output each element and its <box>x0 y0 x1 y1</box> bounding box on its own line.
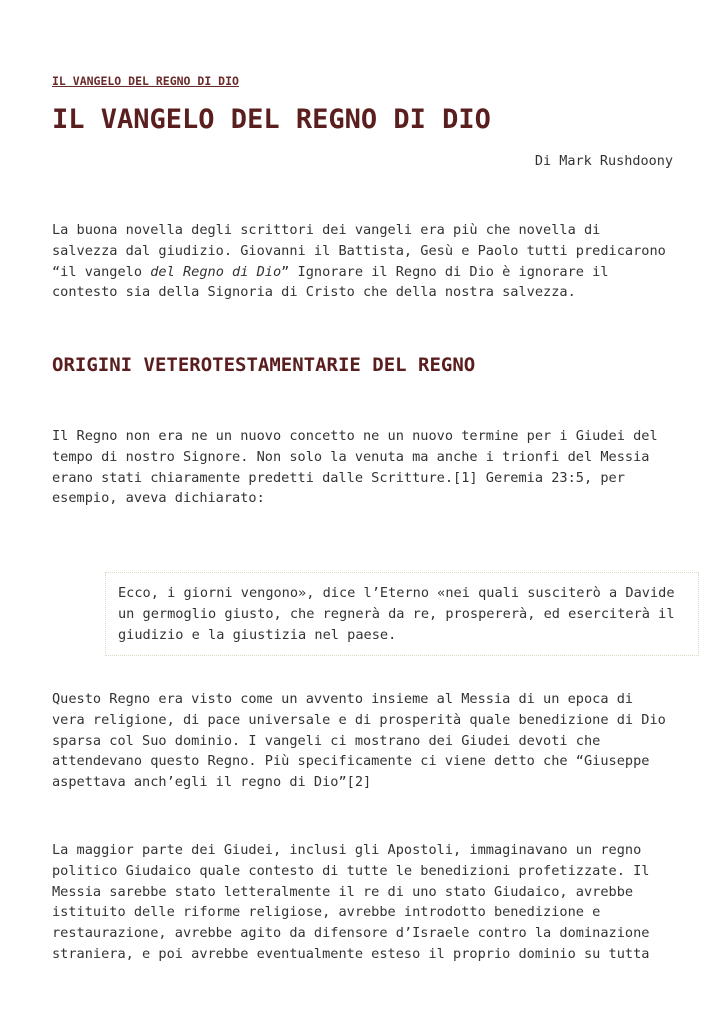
intro-line-part: “il vangelo <box>52 263 151 280</box>
breadcrumb-link[interactable]: IL VANGELO DEL REGNO DI DIO <box>52 74 239 88</box>
page-title: IL VANGELO DEL REGNO DI DIO <box>52 104 491 135</box>
intro-line: La buona novella degli scrittori dei vangeli era più che novella di <box>52 222 601 238</box>
quote-line: Ecco, i giorni vengono», dice l’Eterno «nei quali susciterò a Davide <box>118 585 675 601</box>
paragraph-line: Il Regno non era ne un nuovo concetto ne un nuovo termine per i Giudei del <box>52 428 658 444</box>
paragraph-line: straniera, e poi avrebbe eventualmente esteso il proprio dominio su tutta <box>52 945 650 962</box>
paragraph-line: politico Giudaico quale contesto di tutte le benedizioni profetizzate. Il <box>52 862 650 879</box>
paragraph-line: Questo Regno era visto come un avvento insieme al Messia di un epoca di <box>52 691 634 707</box>
paragraph-line: La maggior parte dei Giudei, inclusi gli Apostoli, immaginavano un regno <box>52 842 642 858</box>
paragraph-line: erano stati chiaramente predetti dalle Scritture.[1] Geremia 23:5, per <box>52 469 625 486</box>
paragraph-line: aspettava anch’egli il regno di Dio”[2] <box>52 774 372 791</box>
paragraph-old-testament <box>52 426 676 509</box>
section-heading: ORIGINI VETEROTESTAMENTARIE DEL REGNO <box>52 354 476 376</box>
quote-text <box>118 583 698 645</box>
paragraph-line: esempio, aveva dichiarato: <box>52 490 265 507</box>
scripture-quote <box>105 572 699 656</box>
paragraph-line: Messia sarebbe stato letteralmente il re di uno stato Giudaico, avrebbe <box>52 883 634 900</box>
paragraph-line: attendevano questo Regno. Più specificamente ci viene detto che “Giuseppe <box>52 753 650 770</box>
author-byline: Di Mark Rushdoony <box>534 153 673 169</box>
intro-line: contesto sia della Signoria di Cristo che della nostra salvezza. <box>52 284 576 301</box>
intro-paragraph <box>52 220 676 303</box>
intro-line: salvezza dal giudizio. Giovanni il Battista, Gesù e Paolo tutti predicarono <box>52 242 666 259</box>
paragraph-line: tempo di nostro Signore. Non solo la venuta ma anche i trionfi del Messia <box>52 448 650 465</box>
paragraph-line: istituito delle riforme religiose, avrebbe introdotto benedizione e <box>52 904 601 921</box>
paragraph-political-kingdom <box>52 840 676 965</box>
italic-phrase: del Regno di Dio <box>150 263 282 280</box>
paragraph-line: vera religione, di pace universale e di prosperità quale benedizione di Dio <box>52 711 666 728</box>
quote-line: giudizio e la giustizia nel paese. <box>118 626 397 643</box>
quote-line: un germoglio giusto, che regnerà da re, prospererà, ed eserciterà il <box>118 605 675 622</box>
intro-line-part: ” Ignorare il Regno di Dio è ignorare il <box>281 263 609 280</box>
paragraph-line: sparsa col Suo dominio. I vangeli ci mostrano dei Giudei devoti che <box>52 732 601 749</box>
paragraph-kingdom-advent <box>52 689 676 793</box>
paragraph-line: restaurazione, avrebbe agito da difensore d’Israele contro la dominazione <box>52 925 650 942</box>
